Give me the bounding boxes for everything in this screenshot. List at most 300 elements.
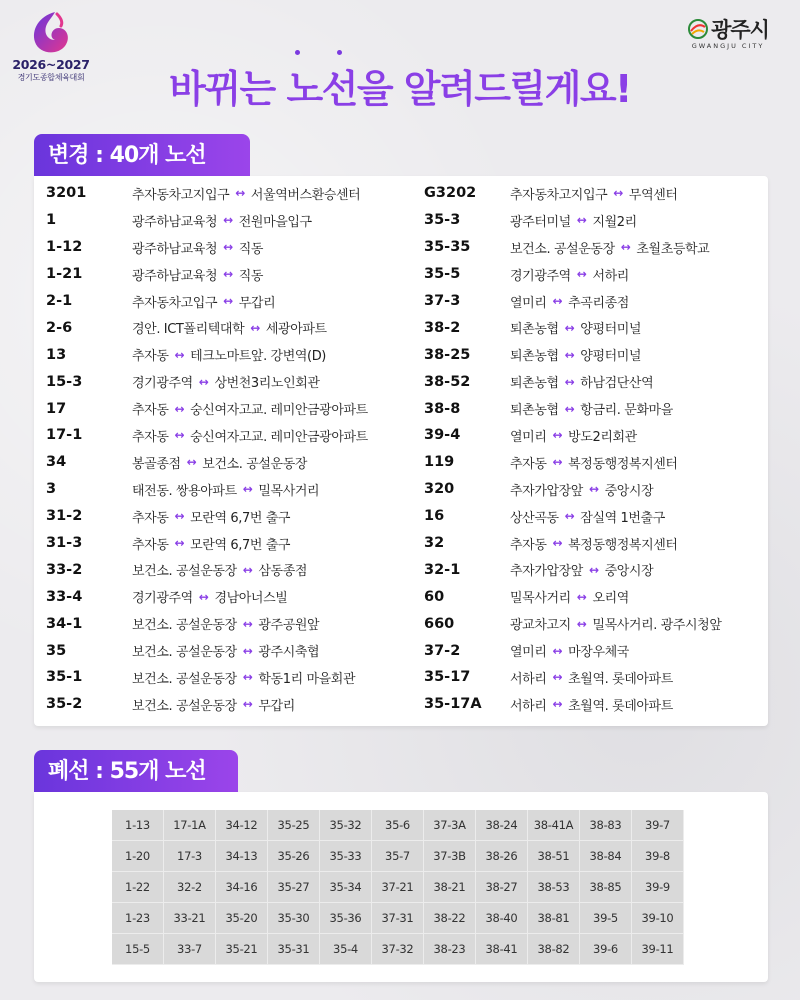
abolished-route-cell: 35-27 <box>268 872 320 903</box>
abolished-route-cell: 35-34 <box>320 872 372 903</box>
route-from: 보건소. 공설운동장 <box>132 618 237 634</box>
route-description <box>132 560 307 579</box>
route-from: 서하리 <box>510 671 547 687</box>
abolished-route-cell: 37-32 <box>372 934 424 965</box>
route-to: 지월2리 <box>592 214 637 230</box>
route-to: 직동 <box>238 268 264 284</box>
abolished-route-cell: 39-6 <box>580 934 632 965</box>
abolished-route-cell: 38-26 <box>476 841 528 872</box>
route-to: 복정동행정복지센터 <box>568 537 678 553</box>
route-row <box>46 637 368 664</box>
route-description <box>510 372 653 391</box>
route-from: 퇴촌농협 <box>510 376 559 392</box>
route-from: 태전동. 쌍용아파트 <box>132 483 237 499</box>
abolished-route-cell: 37-3A <box>424 810 476 841</box>
route-row <box>424 395 722 422</box>
route-to: 양평터미널 <box>580 322 642 338</box>
bidirectional-arrow-icon: ↔ <box>242 482 253 497</box>
bidirectional-arrow-icon: ↔ <box>174 536 185 551</box>
route-number: 17-1 <box>46 427 83 444</box>
abolished-route-cell: 35-36 <box>320 903 372 934</box>
city-logo <box>678 14 778 50</box>
abolished-route-cell: 1-20 <box>112 841 164 872</box>
route-number: 35-3 <box>424 212 461 229</box>
route-to: 모란역 6,7번 출구 <box>190 510 291 526</box>
abolished-route-cell: 39-7 <box>632 810 684 841</box>
changed-routes-card <box>34 176 768 726</box>
bidirectional-arrow-icon: ↔ <box>613 186 623 201</box>
abolished-section-tab: 폐선 : 55개 노선 <box>34 750 238 794</box>
route-number: 34-1 <box>46 615 83 632</box>
route-to: 복정동행정복지센터 <box>568 456 678 472</box>
bidirectional-arrow-icon: ↔ <box>198 589 209 604</box>
route-from: 추자가압장앞 <box>510 483 583 499</box>
route-to: 잠실역 1번출구 <box>580 510 665 526</box>
route-description <box>132 480 319 499</box>
route-to: 숭신여자고교. 레미안금광아파트 <box>190 403 368 419</box>
changed-routes-left-column <box>46 180 368 718</box>
route-description <box>510 480 653 499</box>
route-to: 세광아파트 <box>265 322 327 338</box>
bidirectional-arrow-icon: ↔ <box>242 616 253 631</box>
route-from: 추자동차고입구 <box>132 295 218 311</box>
route-from: 열미리 <box>510 295 547 311</box>
route-from: 보건소. 공설운동장 <box>132 645 237 661</box>
route-row <box>424 368 722 395</box>
route-row <box>424 314 722 341</box>
bidirectional-arrow-icon: ↔ <box>223 213 233 228</box>
abolished-route-cell: 39-5 <box>580 903 632 934</box>
abolished-route-cell: 35-25 <box>268 810 320 841</box>
abolished-route-cell: 33-7 <box>164 934 216 965</box>
route-from: 경안. ICT폴리텍대학 <box>132 322 245 338</box>
route-description <box>132 238 263 257</box>
route-row <box>46 261 368 288</box>
route-to: 모란역 6,7번 출구 <box>190 537 291 553</box>
route-from: 추자동 <box>510 537 547 553</box>
route-row <box>46 234 368 261</box>
route-from: 보건소. 공설운동장 <box>132 671 237 687</box>
bidirectional-arrow-icon: ↔ <box>576 267 587 282</box>
route-description <box>510 399 673 418</box>
route-to: 전원마을입구 <box>238 214 312 230</box>
route-row <box>424 664 722 691</box>
route-row <box>46 503 368 530</box>
bidirectional-arrow-icon: ↔ <box>552 428 563 443</box>
route-from: 서하리 <box>510 698 547 714</box>
route-number: 35-17 <box>424 669 471 686</box>
route-description <box>132 534 290 553</box>
route-number: 38-52 <box>424 373 471 390</box>
abolished-route-cell: 35-32 <box>320 810 372 841</box>
route-row <box>424 449 722 476</box>
bidirectional-arrow-icon: ↔ <box>250 320 260 335</box>
abolished-route-cell: 1-13 <box>112 810 164 841</box>
route-from: 광주하남교육청 <box>132 241 218 257</box>
route-row <box>46 449 368 476</box>
route-description <box>510 587 629 606</box>
route-from: 추자동 <box>132 429 169 445</box>
route-description <box>132 265 263 284</box>
route-from: 추자동차고지입구 <box>510 187 608 203</box>
route-description <box>132 453 307 472</box>
route-number: 3201 <box>46 185 87 202</box>
route-number: 660 <box>424 615 455 632</box>
route-from: 추자동 <box>132 403 169 419</box>
bidirectional-arrow-icon: ↔ <box>242 562 253 577</box>
route-number: 34 <box>46 454 67 471</box>
bidirectional-arrow-icon: ↔ <box>552 643 563 658</box>
route-number: 320 <box>424 481 455 498</box>
abolished-route-cell: 37-3B <box>424 841 476 872</box>
route-to: 광주공원앞 <box>258 618 320 634</box>
route-row <box>46 288 368 315</box>
route-to: 서울역버스환승센터 <box>250 187 361 203</box>
city-name: 광주시 <box>711 18 769 42</box>
route-row <box>424 583 722 610</box>
route-row <box>424 288 722 315</box>
route-row <box>46 664 368 691</box>
abolished-route-cell: 15-5 <box>112 934 164 965</box>
route-to: 초월초등학교 <box>636 241 710 257</box>
abolished-route-cell: 38-41A <box>528 810 580 841</box>
abolished-route-cell: 39-10 <box>632 903 684 934</box>
route-description <box>132 614 319 633</box>
route-description <box>132 292 275 311</box>
route-number: 1 <box>46 212 57 229</box>
bidirectional-arrow-icon: ↔ <box>620 240 631 255</box>
route-row <box>424 234 722 261</box>
route-number: 32-1 <box>424 561 461 578</box>
abolished-route-cell: 38-84 <box>580 841 632 872</box>
abolished-route-cell: 38-51 <box>528 841 580 872</box>
route-to: 무갑리 <box>238 295 276 311</box>
route-to: 마장우체국 <box>568 645 629 661</box>
abolished-route-cell: 32-2 <box>164 872 216 903</box>
route-from: 추자가압장앞 <box>510 564 583 580</box>
abolished-routes-grid <box>112 810 684 965</box>
route-from: 광주터미널 <box>510 214 571 230</box>
abolished-route-cell: 35-4 <box>320 934 372 965</box>
route-to: 경남아너스빌 <box>214 591 288 607</box>
route-to: 테크노마트앞. 강변역(D) <box>190 349 326 365</box>
abolished-route-cell: 38-24 <box>476 810 528 841</box>
bidirectional-arrow-icon: ↔ <box>564 374 575 389</box>
route-row <box>46 422 368 449</box>
route-to: 삼동종점 <box>258 564 308 580</box>
route-number: 37-2 <box>424 642 461 659</box>
bidirectional-arrow-icon: ↔ <box>564 509 575 524</box>
bidirectional-arrow-icon: ↔ <box>552 536 563 551</box>
route-number: 33-2 <box>46 561 83 578</box>
route-description <box>510 614 722 633</box>
route-row <box>46 476 368 503</box>
route-description <box>510 426 637 445</box>
route-description <box>510 292 629 311</box>
route-description <box>510 560 653 579</box>
route-number: 32 <box>424 535 445 552</box>
route-number: 31-2 <box>46 508 83 525</box>
route-description <box>510 345 641 364</box>
route-to: 하남검단산역 <box>580 376 654 392</box>
route-row <box>424 422 722 449</box>
abolished-route-cell: 38-22 <box>424 903 476 934</box>
route-number: 17 <box>46 400 67 417</box>
route-description <box>510 238 709 257</box>
route-from: 경기광주역 <box>510 268 571 284</box>
route-number: 15-3 <box>46 373 83 390</box>
route-description <box>132 372 320 391</box>
route-to: 밀목사거리 <box>258 483 320 499</box>
route-from: 추자동 <box>132 510 169 526</box>
route-to: 상번천3리노인회관 <box>214 376 320 392</box>
route-to: 직동 <box>238 241 264 257</box>
bidirectional-arrow-icon: ↔ <box>242 670 253 685</box>
route-row <box>424 261 722 288</box>
route-from: 경기광주역 <box>132 591 193 607</box>
bidirectional-arrow-icon: ↔ <box>186 455 197 470</box>
route-from: 추자동 <box>132 349 169 365</box>
bidirectional-arrow-icon: ↔ <box>198 374 209 389</box>
route-number: 35-5 <box>424 266 461 283</box>
route-from: 보건소. 공설운동장 <box>132 564 237 580</box>
route-from: 추자동 <box>510 456 547 472</box>
route-number: 38-8 <box>424 400 461 417</box>
route-to: 항금리. 문화마을 <box>580 403 673 419</box>
route-row <box>424 556 722 583</box>
route-description <box>510 507 665 526</box>
route-from: 밀목사거리 <box>510 591 571 607</box>
abolished-route-cell: 17-3 <box>164 841 216 872</box>
route-row <box>46 368 368 395</box>
abolished-route-cell: 39-11 <box>632 934 684 965</box>
abolished-routes-card <box>34 792 768 982</box>
abolished-route-cell: 37-21 <box>372 872 424 903</box>
route-row <box>46 610 368 637</box>
route-from: 퇴촌농협 <box>510 349 559 365</box>
route-to: 방도2리회관 <box>568 429 637 445</box>
page-title: 바뀌는 노선을 알려드릴게요! <box>169 67 631 111</box>
route-number: 119 <box>424 454 455 471</box>
abolished-route-cell: 38-40 <box>476 903 528 934</box>
bidirectional-arrow-icon: ↔ <box>223 267 233 282</box>
route-row <box>424 180 722 207</box>
route-to: 숭신여자고교. 레미안금광아파트 <box>190 429 368 445</box>
route-description <box>510 318 641 337</box>
route-number: 38-25 <box>424 346 471 363</box>
bidirectional-arrow-icon: ↔ <box>174 509 185 524</box>
city-emblem-icon <box>687 18 709 40</box>
abolished-route-cell: 34-13 <box>216 841 268 872</box>
route-row <box>46 395 368 422</box>
route-number: 35-2 <box>46 696 83 713</box>
abolished-route-cell: 38-85 <box>580 872 632 903</box>
bidirectional-arrow-icon: ↔ <box>174 428 185 443</box>
abolished-route-cell: 35-26 <box>268 841 320 872</box>
abolished-route-cell: 37-31 <box>372 903 424 934</box>
abolished-route-cell: 39-9 <box>632 872 684 903</box>
route-number: 2-1 <box>46 293 73 309</box>
route-number: 38-2 <box>424 319 461 336</box>
route-from: 광주하남교육청 <box>132 214 218 230</box>
route-to: 초월역. 롯데아파트 <box>568 698 673 714</box>
bidirectional-arrow-icon: ↔ <box>552 670 563 685</box>
bidirectional-arrow-icon: ↔ <box>242 697 253 712</box>
abolished-route-cell: 38-27 <box>476 872 528 903</box>
bidirectional-arrow-icon: ↔ <box>564 401 575 416</box>
bidirectional-arrow-icon: ↔ <box>576 589 587 604</box>
route-description <box>510 668 673 687</box>
route-number: 1-12 <box>46 239 83 256</box>
abolished-route-cell: 39-8 <box>632 841 684 872</box>
route-description <box>132 345 326 364</box>
bidirectional-arrow-icon: ↔ <box>552 294 563 308</box>
route-number: 13 <box>46 346 67 363</box>
abolished-route-cell: 35-30 <box>268 903 320 934</box>
route-number: 16 <box>424 508 445 525</box>
route-row <box>46 341 368 368</box>
bidirectional-arrow-icon: ↔ <box>174 401 185 416</box>
route-to: 양평터미널 <box>580 349 642 365</box>
city-name-en: GWANGJU CITY <box>691 42 765 50</box>
abolished-route-cell: 34-12 <box>216 810 268 841</box>
changed-section-tab: 변경 : 40개 노선 <box>34 134 250 178</box>
route-to: 초월역. 롯데아파트 <box>568 671 673 687</box>
route-description <box>132 587 287 606</box>
route-row <box>424 341 722 368</box>
route-number: 3 <box>46 481 57 498</box>
abolished-route-cell: 1-22 <box>112 872 164 903</box>
route-row <box>46 314 368 341</box>
route-row <box>424 503 722 530</box>
route-row <box>46 583 368 610</box>
bidirectional-arrow-icon: ↔ <box>235 186 245 201</box>
route-number: 37-3 <box>424 293 461 309</box>
route-to: 광주시축협 <box>258 645 320 661</box>
route-description <box>510 184 678 203</box>
bidirectional-arrow-icon: ↔ <box>564 347 575 362</box>
event-name: 경기도종합체육대회 <box>17 73 85 82</box>
route-number: 1-21 <box>46 266 83 283</box>
route-row <box>46 180 368 207</box>
abolished-route-cell: 35-6 <box>372 810 424 841</box>
route-number: 35-35 <box>424 239 471 256</box>
route-number: 35 <box>46 642 67 659</box>
abolished-route-cell: 38-83 <box>580 810 632 841</box>
route-description <box>132 668 355 687</box>
abolished-route-cell: 38-53 <box>528 872 580 903</box>
route-to: 무갑리 <box>258 698 295 714</box>
abolished-route-cell: 17-1A <box>164 810 216 841</box>
route-row <box>46 207 368 234</box>
abolished-route-cell: 38-82 <box>528 934 580 965</box>
route-description <box>510 265 629 284</box>
route-to: 학동1리 마을회관 <box>258 671 356 687</box>
route-description <box>510 534 678 553</box>
route-to: 서하리 <box>592 268 629 284</box>
changed-routes-right-column <box>424 180 722 718</box>
bidirectional-arrow-icon: ↔ <box>223 240 233 255</box>
route-to: 추곡리종점 <box>568 295 629 311</box>
route-number: 35-1 <box>46 669 83 686</box>
bidirectional-arrow-icon: ↔ <box>588 482 599 497</box>
route-number: 31-3 <box>46 535 83 552</box>
route-from: 보건소. 공설운동장 <box>132 698 237 714</box>
abolished-route-cell: 35-21 <box>216 934 268 965</box>
abolished-route-cell: 35-20 <box>216 903 268 934</box>
route-from: 봉골종점 <box>132 456 181 472</box>
bidirectional-arrow-icon: ↔ <box>174 347 185 362</box>
route-row <box>424 530 722 557</box>
bidirectional-arrow-icon: ↔ <box>552 697 563 712</box>
bidirectional-arrow-icon: ↔ <box>576 616 587 631</box>
route-row <box>46 530 368 557</box>
route-to: 밀목사거리. 광주시청앞 <box>592 618 722 634</box>
route-description <box>132 184 360 203</box>
route-row <box>424 691 722 718</box>
route-from: 보건소. 공설운동장 <box>510 241 615 257</box>
route-to: 중앙시장 <box>604 564 654 580</box>
route-number: G3202 <box>424 185 477 202</box>
route-from: 경기광주역 <box>132 376 193 392</box>
route-row <box>46 556 368 583</box>
route-row <box>46 691 368 718</box>
route-description <box>132 695 295 714</box>
route-description <box>132 399 368 418</box>
bidirectional-arrow-icon: ↔ <box>242 643 253 658</box>
route-row <box>424 476 722 503</box>
route-to: 오리역 <box>592 591 629 607</box>
route-number: 60 <box>424 588 445 605</box>
abolished-route-cell: 38-21 <box>424 872 476 903</box>
route-number: 2-6 <box>46 319 73 336</box>
abolished-route-cell: 35-7 <box>372 841 424 872</box>
abolished-route-cell: 1-23 <box>112 903 164 934</box>
route-description <box>510 211 637 230</box>
abolished-route-cell: 38-23 <box>424 934 476 965</box>
event-emblem-icon <box>29 10 73 56</box>
route-from: 상산곡동 <box>510 510 559 526</box>
route-description <box>510 695 673 714</box>
route-description <box>132 507 290 526</box>
route-description <box>510 453 678 472</box>
route-row <box>424 207 722 234</box>
route-description <box>132 426 368 445</box>
route-description <box>132 318 327 337</box>
route-number: 39-4 <box>424 427 461 444</box>
route-number: 35-17A <box>424 696 482 713</box>
route-description <box>132 641 319 660</box>
route-from: 광주하남교육청 <box>132 268 218 284</box>
route-from: 추자동 <box>132 537 169 553</box>
bidirectional-arrow-icon: ↔ <box>588 562 599 577</box>
bidirectional-arrow-icon: ↔ <box>564 320 575 335</box>
route-number: 33-4 <box>46 588 83 605</box>
abolished-route-cell: 34-16 <box>216 872 268 903</box>
route-from: 퇴촌농협 <box>510 322 559 338</box>
bidirectional-arrow-icon: ↔ <box>223 294 233 308</box>
abolished-route-cell: 33-21 <box>164 903 216 934</box>
route-to: 무역센터 <box>628 187 678 203</box>
bidirectional-arrow-icon: ↔ <box>576 213 587 228</box>
route-from: 퇴촌농협 <box>510 403 559 419</box>
route-from: 광교차고지 <box>510 618 571 634</box>
bidirectional-arrow-icon: ↔ <box>552 455 563 470</box>
route-from: 열미리 <box>510 645 547 661</box>
route-description <box>132 211 312 230</box>
abolished-route-cell: 38-41 <box>476 934 528 965</box>
abolished-route-cell: 38-81 <box>528 903 580 934</box>
